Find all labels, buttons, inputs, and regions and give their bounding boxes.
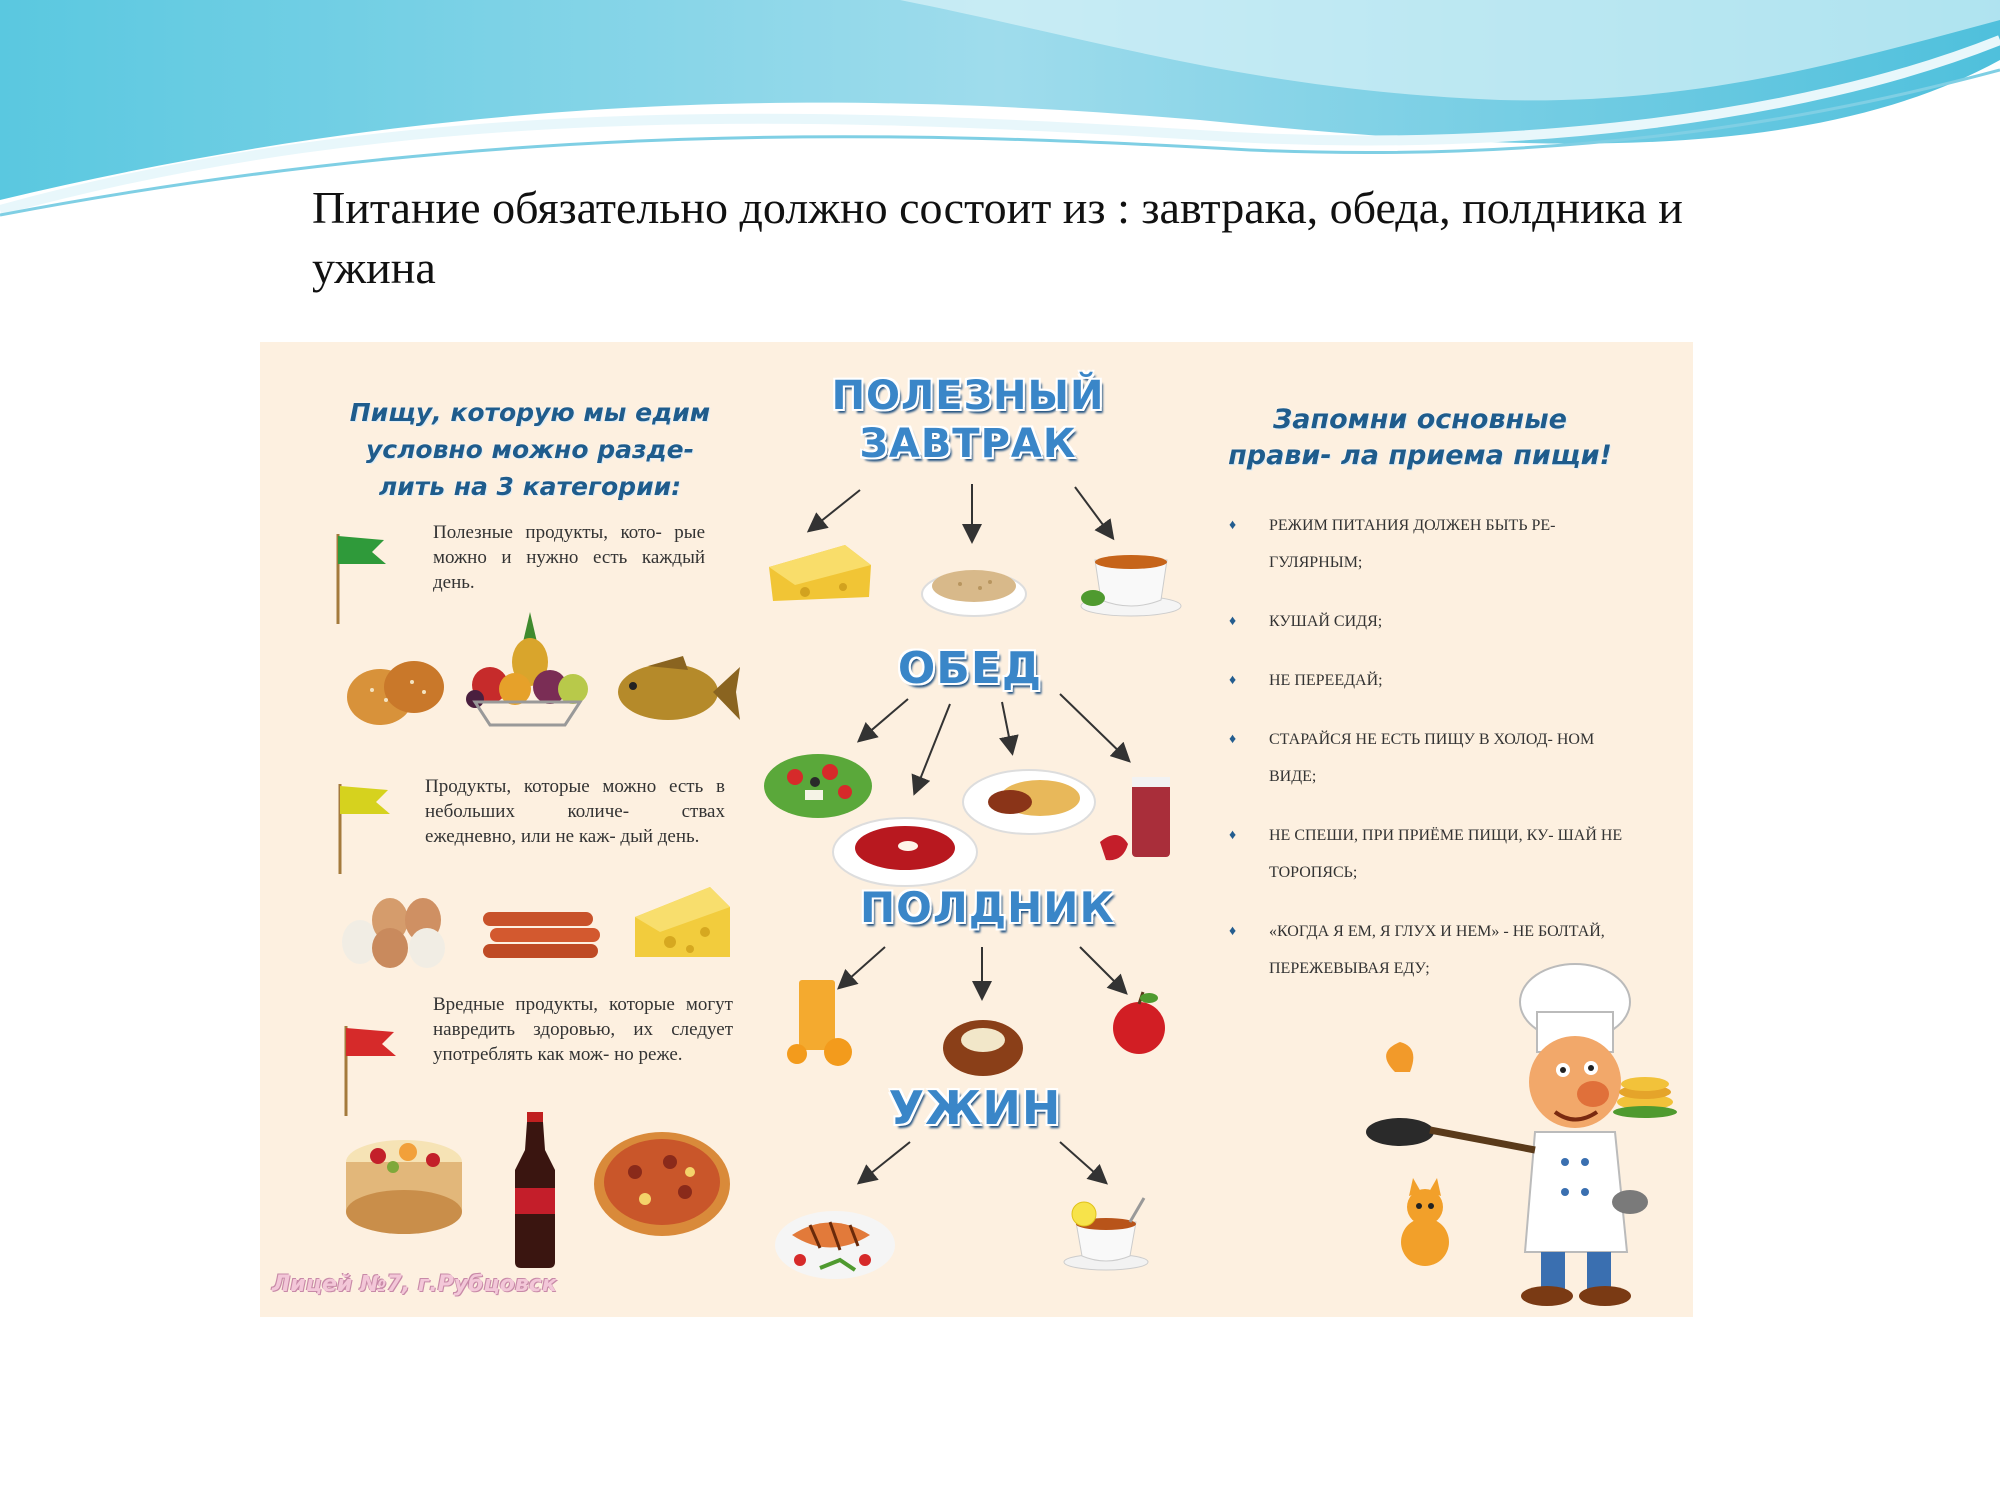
rule-item: ♦ НЕ СПЕШИ, ПРИ ПРИЁМЕ ПИЩИ, КУ- ШАЙ НЕ ТОРОПЯСЬ; (1225, 817, 1624, 891)
oatmeal-icon (920, 554, 1028, 619)
breakfast-title: ПОЛЕЗНЫЙ ЗАВТРАК (831, 373, 1105, 467)
nutrition-poster (260, 342, 1693, 1317)
tea-icon (1075, 540, 1187, 620)
buns-icon (342, 642, 452, 732)
bullet-icon: ♦ (1229, 614, 1237, 629)
watermark: Лицей №7, г.Рубцовск (272, 1272, 557, 1297)
rule-item: ♦ КУШАЙ СИДЯ; (1225, 603, 1624, 640)
breakfast-cheese-icon (765, 537, 875, 607)
bullet-icon: ♦ (1229, 732, 1237, 747)
category-3-text: Вредные продукты, которые могут навредить здоровью, их следует употреблять как мож- но реже. (433, 994, 733, 1065)
bullet-icon: ♦ (1229, 828, 1237, 843)
fruit-basket-icon (455, 607, 600, 732)
rules-list (1225, 507, 1665, 1009)
dinner-title: УЖИН (888, 1081, 1062, 1135)
sausages-icon (478, 902, 608, 972)
pizza-icon (590, 1127, 735, 1242)
category-2-text: Продукты, которые можно есть в небольших количе- ствах ежедневно, или не каж- дый день. (425, 776, 725, 847)
slide-title: Питание обязательно должно состоит из : завтрака, обеда, полдника и ужина (312, 182, 1683, 293)
red-flag-icon (340, 1022, 400, 1118)
orange-juice-icon (783, 972, 861, 1067)
eggs-icon (335, 890, 453, 970)
fish-icon (608, 642, 743, 737)
cake-icon (338, 1122, 470, 1242)
categories-heading: Пищу, которую мы едим условно можно разде- лить на 3 категории: (349, 398, 711, 501)
rule-item: ♦ НЕ ПЕРЕЕДАЙ; (1225, 662, 1624, 699)
yellow-flag-icon (334, 780, 394, 876)
bun-icon (940, 1010, 1026, 1080)
chef-illustration (1365, 952, 1693, 1312)
apple-icon (1105, 990, 1173, 1058)
green-flag-icon (332, 530, 392, 626)
rules-heading: Запомни основные прави- ла приема пищи! (1228, 404, 1612, 471)
bullet-icon: ♦ (1229, 518, 1237, 533)
borscht-icon (830, 810, 980, 890)
bullet-icon: ♦ (1229, 924, 1237, 939)
rule-item: ♦ СТАРАЙСЯ НЕ ЕСТЬ ПИЩУ В ХОЛОД- НОМ ВИДЕ; (1225, 721, 1624, 795)
cola-bottle-icon (505, 1110, 565, 1270)
bullet-icon: ♦ (1229, 673, 1237, 688)
lemon-tea-icon (1060, 1194, 1152, 1274)
cheese-icon (630, 877, 740, 967)
juice-glass-icon (1098, 772, 1178, 867)
pasta-plate-icon (960, 764, 1098, 839)
lunch-title: ОБЕД (897, 643, 1043, 694)
category-1-text: Полезные продукты, кото- рые можно и нужно есть каждый день. (433, 522, 705, 593)
rule-item: ♦ РЕЖИМ ПИТАНИЯ ДОЛЖЕН БЫТЬ РЕ- ГУЛЯРНЫМ; (1225, 507, 1624, 581)
snack-title: ПОЛДНИК (860, 883, 1115, 932)
grilled-fish-icon (770, 1190, 900, 1285)
rule-item: ♦ «КОГДА Я ЕМ, Я ГЛУХ И НЕМ» - НЕ БОЛТАЙ, ПЕРЕЖЕВЫВАЯ ЕДУ; (1225, 913, 1624, 987)
